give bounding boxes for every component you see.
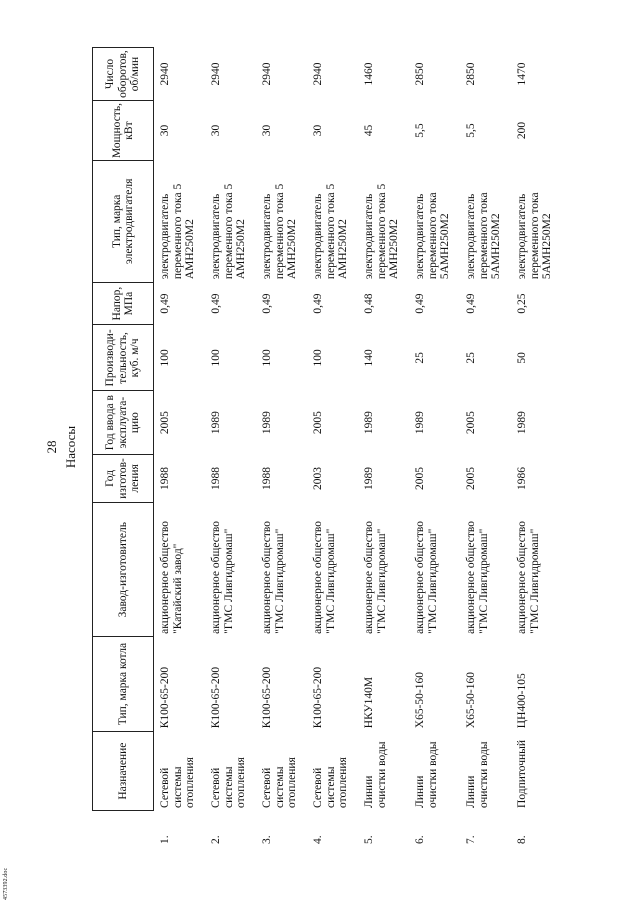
- table-row: [460, 48, 511, 848]
- page-number: 28: [44, 440, 59, 454]
- cell-purpose: Линии очистки воды: [414, 741, 439, 808]
- header-head: Напор, МПа: [93, 282, 154, 325]
- rotated-page-content: [44, 47, 637, 847]
- cell-motor: электродвигатель переменного тока 5 АМН250М2: [312, 183, 349, 280]
- cell-purpose: Линии очистки воды: [465, 741, 490, 808]
- cell-head: 0,49: [159, 293, 171, 314]
- header-capacity: Производи-тельность, куб. м/ч: [93, 325, 154, 391]
- table-row: [307, 48, 358, 848]
- cell-power: 30: [159, 124, 171, 137]
- cell-manufacturer: акционерное общество "ГМС Ливгидромаш": [465, 521, 490, 634]
- cell-power: 30: [312, 124, 324, 137]
- cell-year-commissioned: 2005: [312, 411, 324, 435]
- cell-year-made: 1986: [516, 466, 528, 490]
- header-year-made: Год изготов-ления: [93, 455, 154, 503]
- cell-power: 30: [210, 124, 222, 137]
- cell-purpose: Сетевой системы отопления: [210, 757, 247, 808]
- cell-motor: электродвигатель переменного тока 5АМН250М2: [465, 192, 502, 280]
- row-number: 2.: [210, 835, 222, 844]
- cell-head: 0,49: [414, 293, 426, 314]
- cell-model: К100-65-200: [312, 666, 324, 729]
- cell-capacity: 25: [465, 352, 477, 364]
- cell-year-made: 1988: [210, 466, 222, 490]
- cell-model: К100-65-200: [261, 666, 273, 729]
- cell-manufacturer: акционерное общество "ГМС Ливгидромаш": [414, 521, 439, 634]
- cell-purpose: Сетевой системы отопления: [261, 757, 298, 808]
- cell-model: Х65-50-160: [414, 672, 426, 729]
- cell-motor: электродвигатель переменного тока 5 АМН250М2: [261, 183, 298, 280]
- cell-year-commissioned: 1989: [363, 411, 375, 435]
- document-file-id: 4573392.doc: [3, 867, 9, 900]
- cell-year-commissioned: 2005: [465, 411, 477, 435]
- cell-year-made: 2003: [312, 466, 324, 490]
- cell-rpm: 2940: [261, 62, 273, 86]
- cell-model: К100-65-200: [159, 666, 171, 729]
- table-row: [409, 48, 460, 848]
- header-row: [93, 48, 154, 848]
- cell-rpm: 2850: [414, 62, 426, 86]
- cell-power: 200: [516, 121, 528, 140]
- cell-manufacturer: акционерное общество "ГМС Ливгидромаш": [363, 521, 388, 634]
- header-manufacturer: Завод-изготовитель: [93, 502, 154, 637]
- cell-capacity: 50: [516, 352, 528, 364]
- header-model: Тип, марка котла: [93, 637, 154, 731]
- cell-year-commissioned: 1989: [210, 411, 222, 435]
- cell-rpm: 2850: [465, 62, 477, 86]
- cell-power: 45: [363, 124, 375, 137]
- cell-head: 0,49: [210, 293, 222, 314]
- row-number: 1.: [158, 835, 171, 844]
- cell-model: НКУ140М: [363, 676, 375, 729]
- header-year-commissioned: Год ввода в эксплуата-цию: [93, 391, 154, 455]
- header-power: Мощность, кВт: [93, 101, 154, 161]
- row-number: 7.: [465, 835, 477, 844]
- table-title: Насосы: [63, 425, 78, 469]
- cell-capacity: 100: [312, 349, 324, 367]
- table-row: [154, 48, 206, 848]
- header-rpm: Число оборотов, об/мин: [93, 48, 154, 101]
- cell-rpm: 2940: [210, 62, 222, 86]
- header-purpose: Назначение: [93, 731, 154, 811]
- cell-year-commissioned: 2005: [159, 411, 171, 435]
- row-number: 4.: [312, 835, 324, 844]
- cell-rpm: 1460: [363, 62, 375, 86]
- cell-year-made: 2005: [465, 466, 477, 490]
- cell-year-made: 1988: [261, 466, 273, 490]
- cell-power: 5,5: [414, 123, 426, 138]
- cell-year-commissioned: 1989: [414, 411, 426, 435]
- cell-capacity: 140: [363, 349, 375, 367]
- cell-power: 5,5: [465, 123, 477, 138]
- cell-model: Х65-50-160: [465, 672, 477, 729]
- cell-head: 0,25: [516, 293, 528, 314]
- cell-capacity: 100: [210, 349, 222, 367]
- row-number: 6.: [414, 835, 426, 844]
- table-row: [358, 48, 409, 848]
- cell-purpose: Линии очистки воды: [363, 741, 388, 808]
- cell-motor: электродвигатель переменного тока 5АМН250М2: [414, 192, 451, 280]
- table-row: [511, 48, 562, 848]
- cell-head: 0,49: [261, 293, 273, 314]
- cell-year-made: 1988: [159, 466, 171, 490]
- cell-power: 30: [261, 124, 273, 137]
- cell-model: ЦН400-105: [516, 673, 528, 729]
- header-motor: Тип, марка электродвигателя: [93, 161, 154, 283]
- cell-manufacturer: акционерное общество "ГМС Ливгидромаш": [261, 521, 286, 634]
- table-row: [205, 48, 256, 848]
- cell-head: 0,48: [363, 293, 375, 314]
- cell-year-commissioned: 1989: [516, 411, 528, 435]
- cell-head: 0,49: [465, 293, 477, 314]
- cell-motor: электродвигатель переменного тока 5АМН250М2: [516, 192, 553, 280]
- row-number: 3.: [261, 835, 273, 844]
- row-number: 8.: [516, 835, 528, 844]
- cell-motor: электродвигатель переменного тока 5 АМН250М2: [159, 183, 196, 280]
- pumps-table: [92, 47, 562, 847]
- cell-capacity: 100: [159, 349, 171, 367]
- cell-motor: электродвигатель переменного тока 5 АМН250М2: [363, 183, 400, 280]
- cell-manufacturer: акционерное общество "ГМС Ливгидромаш": [210, 521, 235, 634]
- cell-capacity: 25: [414, 352, 426, 364]
- cell-purpose: Подпиточный: [516, 739, 528, 808]
- cell-purpose: Сетевой системы отопления: [312, 757, 349, 808]
- cell-model: К100-65-200: [210, 666, 222, 729]
- cell-manufacturer: акционерное общество "Катайский завод": [159, 521, 184, 634]
- cell-year-made: 2005: [414, 466, 426, 490]
- cell-manufacturer: акционерное общество "ГМС Ливгидромаш": [312, 521, 337, 634]
- header-blank: [93, 811, 154, 847]
- row-number: 5.: [363, 835, 375, 844]
- cell-year-made: 1989: [363, 466, 375, 490]
- cell-rpm: 2940: [159, 62, 171, 86]
- cell-motor: электродвигатель переменного тока 5 АМН250М2: [210, 183, 247, 280]
- cell-rpm: 1470: [516, 62, 528, 86]
- cell-year-commissioned: 1989: [261, 411, 273, 435]
- table-row: [256, 48, 307, 848]
- cell-rpm: 2940: [312, 62, 324, 86]
- cell-head: 0,49: [312, 293, 324, 314]
- cell-manufacturer: акционерное общество "ГМС Ливгидромаш": [516, 521, 541, 634]
- cell-capacity: 100: [261, 349, 273, 367]
- cell-purpose: Сетевой системы отопления: [159, 757, 196, 808]
